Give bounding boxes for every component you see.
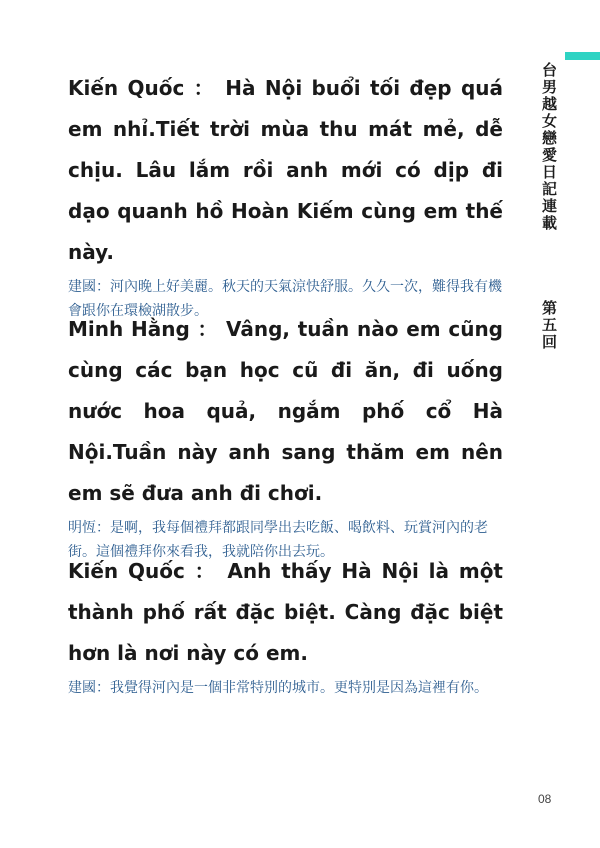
dialogue-block bbox=[68, 68, 503, 323]
vietnamese-line: Kiến Quốc ： Hà Nội buổi tối đẹp quá em nhỉ.Tiết trời mùa thu mát mẻ, dễ chịu. Lâu lắm rồi anh mới có dịp đi dạo quanh hồ Hoàn Kiếm cùng em thế này. bbox=[68, 76, 503, 264]
chinese-translation: 明恆：是啊，我每個禮拜都跟同學出去吃飯、喝飲料、玩賞河內的老街。這個禮拜你來看我，我就陪你出去玩。 bbox=[68, 520, 488, 560]
series-title: 台男越女戀愛日記連載 bbox=[540, 62, 558, 232]
chinese-translation: 建國：河內晚上好美麗。秋天的天氣涼快舒服。久久一次，難得我有機會跟你在環檢湖散步。 bbox=[68, 279, 502, 319]
vietnamese-line: Kiến Quốc ： Anh thấy Hà Nội là một thành phố rất đặc biệt. Càng đặc biệt hơn là nơi này có em. bbox=[68, 559, 503, 665]
chapter-label: 第五回 bbox=[540, 300, 558, 351]
vietnamese-line: Minh Hằng ： Vâng, tuần nào em cũng cùng các bạn học cũ đi ăn, đi uống nước hoa quả, ngắm phố cổ Hà Nội.Tuần này anh sang thăm em nên em sẽ đưa anh đi chơi. bbox=[68, 317, 503, 505]
accent-bar bbox=[565, 52, 600, 60]
page-number: 08 bbox=[538, 792, 552, 806]
dialogue-block bbox=[68, 309, 503, 564]
chinese-translation: 建國：我覺得河內是一個非常特別的城市。更特別是因為這裡有你。 bbox=[68, 680, 488, 696]
dialogue-block bbox=[68, 551, 503, 700]
